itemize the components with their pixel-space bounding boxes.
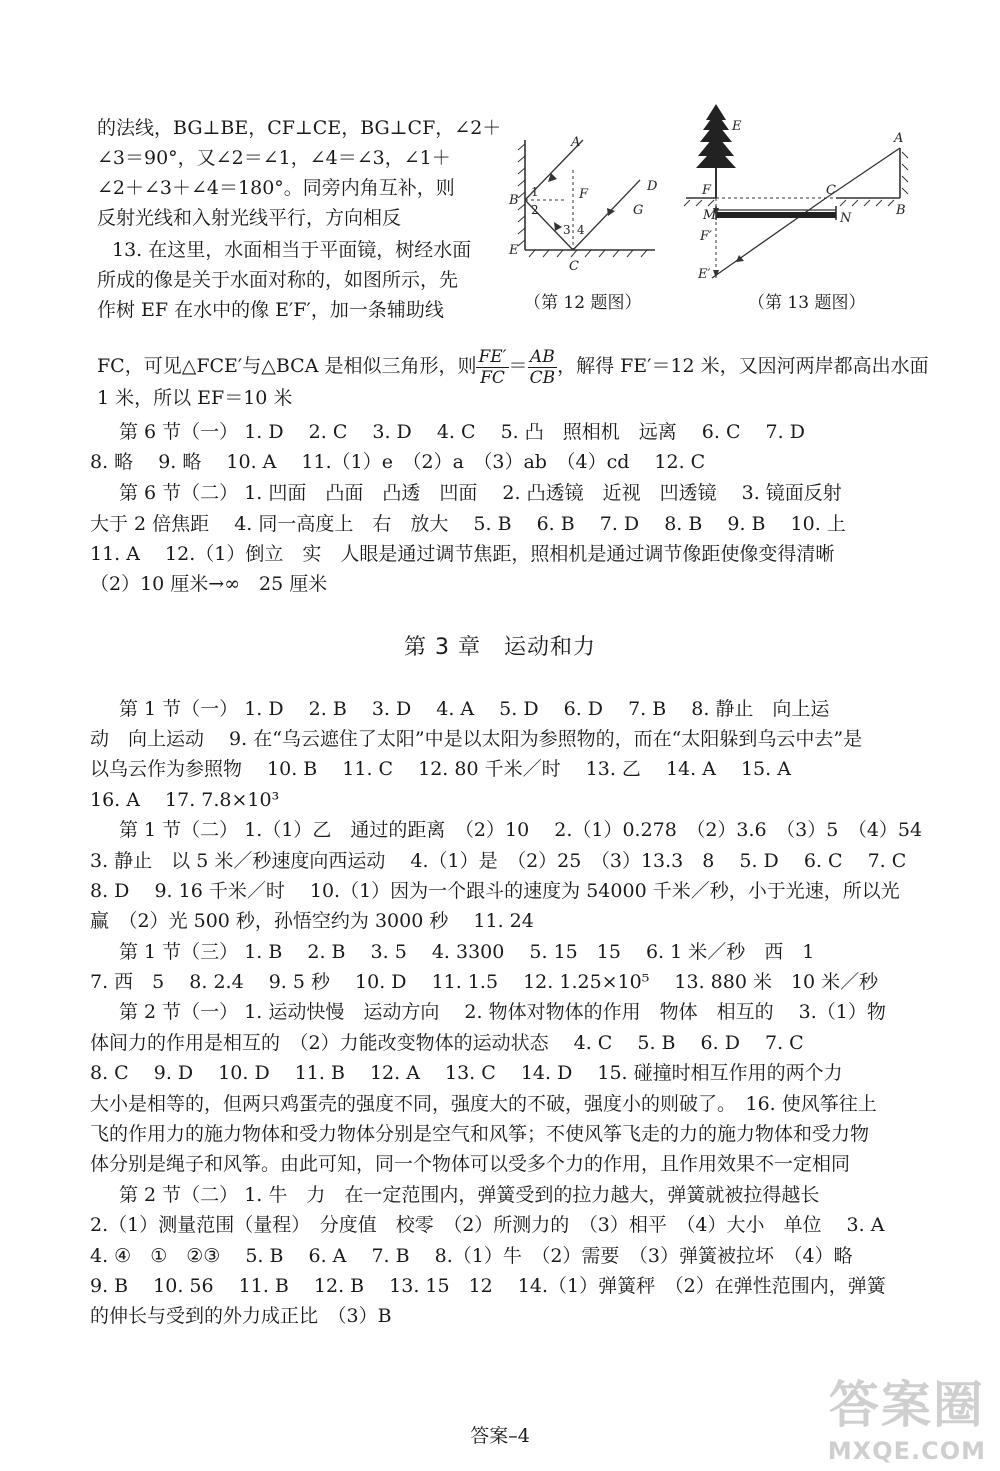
fig13-label-a: A <box>894 131 904 146</box>
fig12-angle-3: 3 <box>563 223 571 237</box>
ch3-line: 4. ④ ① ②③ 5. B 6. A 7. B 8.（1）牛 （2）需要 （3）弹簧被拉坏 （4）略 <box>90 1245 853 1267</box>
ch3-line: 9. B 10. 56 11. B 12. B 13. 15 12 14.（1）弹簧秤 （2）在弹性范围内，弹簧 <box>90 1275 886 1297</box>
figure-13-diagram <box>676 102 916 286</box>
figure-13-caption: （第 13 题图） <box>748 293 866 313</box>
ch3-line: 2.（1）测量范围（量程） 分度值 校零 （2）所测力的 （3）相平 （4）大小 单位 3. A <box>90 1214 885 1236</box>
fig13-label-b: B <box>896 203 906 218</box>
ch3-line: 赢 （2）光 500 秒，孙悟空约为 3000 秒 11. 24 <box>90 910 534 932</box>
sec6-2-line: 11. A 12.（1）倒立 实 人眼是通过调节焦距，照相机是通过调节像距使像变得清晰 <box>90 543 835 565</box>
fraction-ab-cb <box>528 347 558 388</box>
sec6-2-line: 第 6 节（二） 1. 凹面 凸面 凸透 凹面 2. 凸透镜 近视 凹透镜 3. 镜面反射 <box>119 482 842 504</box>
top-text-line: 反射光线和入射光线平行，方向相反 <box>97 207 402 229</box>
fraction-numerator: FE′ <box>478 346 507 367</box>
ch3-line: 8. D 9. 16 千米／时 10.（1）因为一个跟斗的速度为 54000 千米／秒，小于光速，所以光 <box>90 880 900 902</box>
fraction-denominator: CB <box>529 367 556 388</box>
ch3-line: 8. C 9. D 10. D 11. B 12. A 13. C 14. D 15. 碰撞时相互作用的两个力 <box>90 1062 843 1084</box>
chapter-title: 第 3 章 运动和力 <box>404 635 596 660</box>
ch3-line: 3. 静止 以 5 米／秒速度向西运动 4.（1）是 （2）25 （3）13.3 8 5. D 6. C 7. C <box>90 850 907 872</box>
figure-12-diagram <box>505 130 675 280</box>
ch3-line: 7. 西 5 8. 2.4 9. 5 秒 10. D 11. 1.5 12. 1.25×10⁵ 13. 880 米 10 米／秒 <box>90 971 879 993</box>
fig12-label-a: A <box>571 135 581 150</box>
fig13-label-c: C <box>826 183 836 198</box>
fig12-label-e: E <box>509 243 519 258</box>
ch3-line: 以乌云作为参照物 10. B 11. C 12. 80 千米／时 13. 乙 14. A 15. A <box>90 758 791 780</box>
watermark-text: 答案圈 <box>828 1376 985 1434</box>
ch3-line: 第 1 节（二） 1.（1）乙 通过的距离 （2）10 2.（1）0.278 （2）3.6 （3）5 （4）54 <box>119 819 923 841</box>
sec6-2-line: 大于 2 倍焦距 4. 同一高度上 右 放大 5. B 6. B 7. D 8. B 9. B 10. 上 <box>90 513 846 535</box>
fig12-label-g: G <box>633 203 644 218</box>
ch3-line: 的伸长与受到的外力成正比 （3）B <box>90 1305 392 1327</box>
top-text-line: 1 米，所以 EF＝10 米 <box>97 387 293 409</box>
watermark-logo <box>828 1365 986 1465</box>
fraction-line-pre: FC，可见△FCE′与△BCA 是相似三角形，则 <box>97 355 477 377</box>
ch3-line: 第 1 节（一） 1. D 2. B 3. D 4. A 5. D 6. D 7. B 8. 静止 向上运 <box>119 698 830 720</box>
top-text-line: 13. 在这里，水面相当于平面镜，树经水面 <box>112 239 472 261</box>
sec6-2-line: （2）10 厘米→∞ 25 厘米 <box>90 573 328 595</box>
fig13-label-e: E <box>732 119 742 134</box>
fig12-angle-1: 1 <box>531 185 539 199</box>
fig13-label-e-prime: E′ <box>698 267 711 282</box>
fig12-label-c: C <box>569 259 579 274</box>
fig12-angle-2: 2 <box>531 203 539 217</box>
sec6-1-line: 第 6 节（一） 1. D 2. C 3. D 4. C 5. 凸 照相机 远离 6. C 7. D <box>119 421 805 443</box>
fig12-angle-4: 4 <box>577 223 585 237</box>
ch3-line: 第 2 节（二） 1. 牛 力 在一定范围内，弹簧受到的拉力越大，弹簧就被拉得越长 <box>119 1184 820 1206</box>
ch3-line: 大小是相等的，但两只鸡蛋壳的强度不同，强度大的不破，强度小的则破了。 16. 使风筝往上 <box>90 1093 877 1115</box>
ch3-line: 动 向上运动 9. 在“乌云遮住了太阳”中是以太阳为参照物的，而在“太阳躲到乌云中去”是 <box>90 728 863 750</box>
fig12-label-d: D <box>647 179 658 194</box>
fraction-fe-fc <box>476 347 508 388</box>
fig13-label-m: M <box>703 208 717 223</box>
page-footer: 答案–4 <box>470 1425 530 1447</box>
fig13-label-n: N <box>840 211 852 226</box>
ch3-line: 体间力的作用是相互的 （2）力能改变物体的运动状态 4. C 5. B 6. D 7. C <box>90 1032 804 1054</box>
ch3-line: 16. A 17. 7.8×10³ <box>90 789 280 811</box>
sec6-1-line: 8. 略 9. 略 10. A 11.（1）e （2）a （3）ab （4）cd 12. C <box>90 451 706 473</box>
ch3-line: 体分别是绳子和风筝。由此可知，同一个物体可以受多个力的作用，且作用效果不一定相同 <box>90 1153 851 1175</box>
top-text-line: 所成的像是关于水面对称的，如图所示，先 <box>97 269 459 291</box>
top-text-line: ∠3＝90°，又∠2＝∠1，∠4＝∠3，∠1＋ <box>97 147 451 169</box>
fraction-equals: ＝ <box>508 355 528 377</box>
ch3-line: 第 1 节（三） 1. B 2. B 3. 5 4. 3300 5. 15 15 6. 1 米／秒 西 1 <box>119 941 815 963</box>
top-text-line: 的法线，BG⊥BE，CF⊥CE，BG⊥CF，∠2＋ <box>97 117 502 139</box>
fig13-label-f-prime: F′ <box>700 229 712 244</box>
figure-12-caption: （第 12 题图） <box>524 293 642 313</box>
fraction-numerator: AB <box>528 347 558 368</box>
fraction-line <box>97 346 929 388</box>
watermark-url: MXQE.COM <box>827 1437 986 1465</box>
ch3-line: 第 2 节（一） 1. 运动快慢 运动方向 2. 物体对物体的作用 物体 相互的 3.（1）物 <box>119 1001 886 1023</box>
fraction-line-post: ，解得 FE′＝12 米，又因河两岸都高出水面 <box>557 355 929 377</box>
fig13-label-f: F <box>702 183 712 198</box>
ch3-line: 飞的作用力的施力物体和受力物体分别是空气和风筝；不使风筝飞走的力的施力物体和受力物 <box>90 1123 870 1145</box>
top-text-line: ∠2＋∠3＋∠4＝180°。同旁内角互补，则 <box>97 177 455 199</box>
top-text-line: 作树 EF 在水中的像 E′F′，加一条辅助线 <box>97 299 444 321</box>
fig12-label-b: B <box>509 193 519 208</box>
fraction-denominator: FC <box>480 367 505 388</box>
fig12-label-f: F <box>579 187 589 202</box>
